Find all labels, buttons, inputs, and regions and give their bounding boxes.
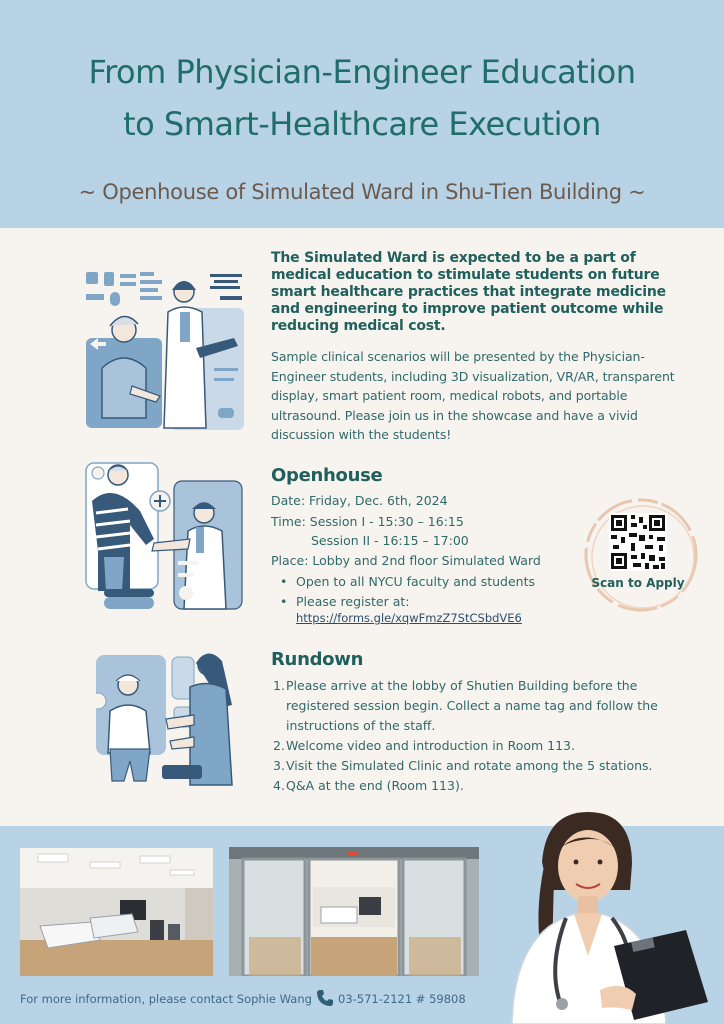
phone-number[interactable]: 03-571-2121 # 59808 — [338, 992, 466, 1006]
intro-statement: The Simulated Ward is expected to be a part of medical education to stimulate students on future smart healthcare practices that integrate medicine and engineering to improve patient outcome while reducing medical cost. — [271, 250, 666, 334]
openhouse-time-1: Time: Session I - 15:30 – 16:15 — [271, 514, 464, 529]
bullet-text-open: • Open to all NYCU faculty and students — [296, 574, 536, 589]
poster-title — [0, 46, 724, 150]
poster-subtitle: ~ Openhouse of Simulated Ward in Shu-Tien Building ~ — [78, 180, 646, 204]
openhouse-time-2: Session II - 16:15 – 17:00 — [311, 533, 469, 548]
rundown-item-number: 1. — [273, 678, 285, 693]
rundown-heading: Rundown — [271, 649, 364, 670]
rundown-item — [271, 776, 701, 796]
openhouse-heading: Openhouse — [271, 465, 383, 486]
ward-room-photo — [20, 848, 213, 976]
rundown-item-number: 3. — [273, 758, 285, 773]
doctor-photo — [482, 806, 712, 1024]
registration-link[interactable]: https://forms.gle/xqwFmzZ7StCSbdVE6 — [296, 611, 522, 625]
contact-text: For more information, please contact Sophie Wang — [20, 992, 312, 1006]
intro-description: Sample clinical scenarios will be presented by the Physician-Engineer students, including 3D visualization, VR/AR, transparent display, smart patient room, medical robots, and portable ultrasound. Please join us in the showcase and have a vivid discussion with the students! — [271, 349, 675, 442]
openhouse-date: Date: Friday, Dec. 6th, 2024 — [271, 493, 448, 508]
rundown-item-text: Visit the Simulated Clinic and rotate among the 5 stations. — [286, 758, 653, 773]
rundown-item — [271, 756, 701, 776]
rundown-item — [271, 676, 701, 736]
doctor-patient-illustration — [84, 268, 246, 432]
consultation-illustration — [96, 645, 248, 787]
rundown-item-text: Q&A at the end (Room 113). — [286, 778, 464, 793]
openhouse-bullet-open — [280, 573, 535, 590]
qr-code-block[interactable] — [583, 497, 701, 615]
handshake-illustration — [84, 461, 246, 613]
qr-label: Scan to Apply — [591, 576, 685, 590]
ward-entrance-photo — [229, 847, 479, 976]
qr-code-icon — [609, 513, 667, 571]
rundown-list — [271, 676, 701, 796]
openhouse-place: Place: Lobby and 2nd floor Simulated Ward — [271, 553, 541, 568]
rundown-item-number: 4. — [273, 778, 285, 793]
rundown-item-text: Please arrive at the lobby of Shutien Building before the registered session begin. Collect a name tag and follow the instructions of the staff. — [286, 678, 658, 733]
phone-icon — [316, 989, 334, 1011]
rundown-item-text: Welcome video and introduction in Room 113. — [286, 738, 575, 753]
openhouse-bullet-register — [280, 593, 410, 610]
title-line-1: From Physician-Engineer Education — [88, 53, 636, 91]
rundown-item-number: 2. — [273, 738, 285, 753]
rundown-item — [271, 736, 701, 756]
bullet-text-register: • Please register at: — [296, 594, 410, 609]
title-line-2: to Smart-Healthcare Execution — [123, 105, 601, 143]
